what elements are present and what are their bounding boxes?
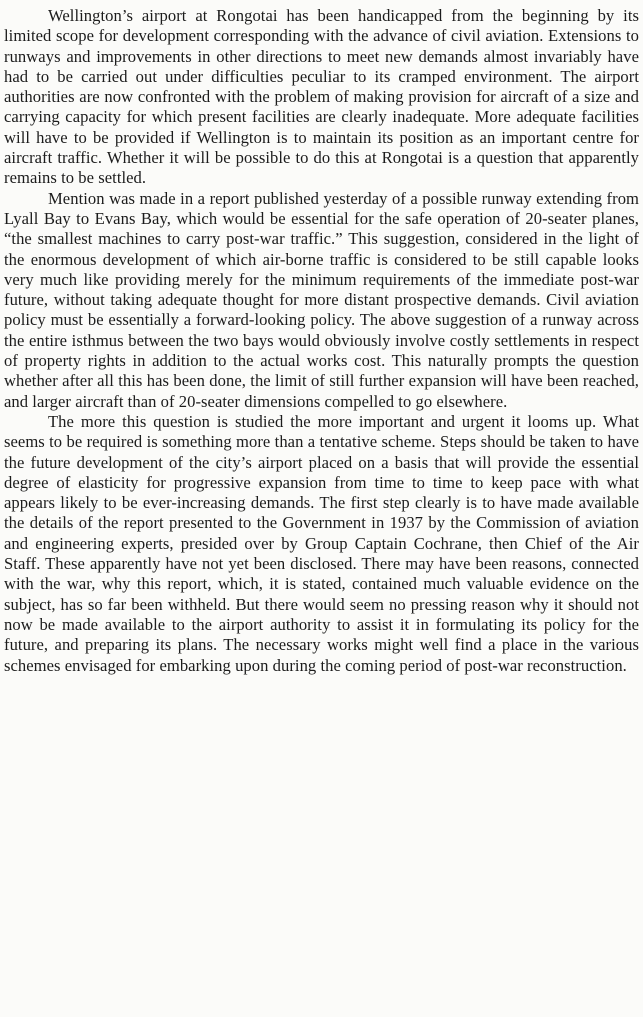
article-column (4, 6, 639, 676)
paragraph-cochrane-report: The more this question is studied the more important and urgent it looms up. What seems to be required is something more than a tentative scheme. Steps should be taken to have the future development of the city’s airport placed on a basis that will provide the essential degree of elasticity for progressive expansion from time to time to keep pace with what appears likely to be ever-increasing demands. The first step clearly is to have made available the details of the report presented to the Government in 1937 by the Commission of aviation and engineering experts, presided over by Group Captain Cochrane, then Chief of the Air Staff. These apparently have not yet been disclosed. There may have been reasons, connected with the war, why this report, which, it is stated, contained much valuable evidence on the subject, has so far been withheld. But there would seem no pressing reason why it should not now be made available to the airport authority to assist it in formulating its policy for the future, and preparing its plans. The necessary works might well find a place in the various schemes envisaged for embarking upon during the coming period of post-war reconstruction. (4, 411, 639, 675)
paragraph-runway-proposal: Mention was made in a report published yesterday of a possible runway extending from Lyall Bay to Evans Bay, which would be essential for the safe operation of 20-seater planes, “the smallest machines to carry post-war traffic.” This suggestion, considered in the light of the enormous development of which air-borne traffic is considered to be still capable looks very much like providing merely for the minimum requirements of the immediate post-war future, without taking adequate thought for more distant prospective demands. Civil aviation policy must be essentially a forward-looking policy. The above suggestion of a runway across the entire isthmus between the two bays would obviously involve costly settlements in respect of property rights in addition to the actual works cost. This naturally prompts the question whether after all this has been done, the limit of still further expansion will have been reached, and larger aircraft than of 20-seater dimensions compelled to go elsewhere. (4, 188, 639, 411)
paragraph-rongotai-limits: Wellington’s airport at Rongotai has been handicapped from the beginning by its limited scope for development corresponding with the advance of civil aviation. Extensions to runways and improvements in other directions to meet new demands almost invariably have had to be carried out under difficulties peculiar to its cramped environment. The airport authorities are now confronted with the problem of making provision for aircraft of a size and carrying capacity for which present facilities are clearly inadequate. More adequate facilities will have to be provided if Wellington is to maintain its position as an important centre for aircraft traffic. Whether it will be possible to do this at Rongotai is a question that apparently remains to be settled. (4, 6, 639, 188)
